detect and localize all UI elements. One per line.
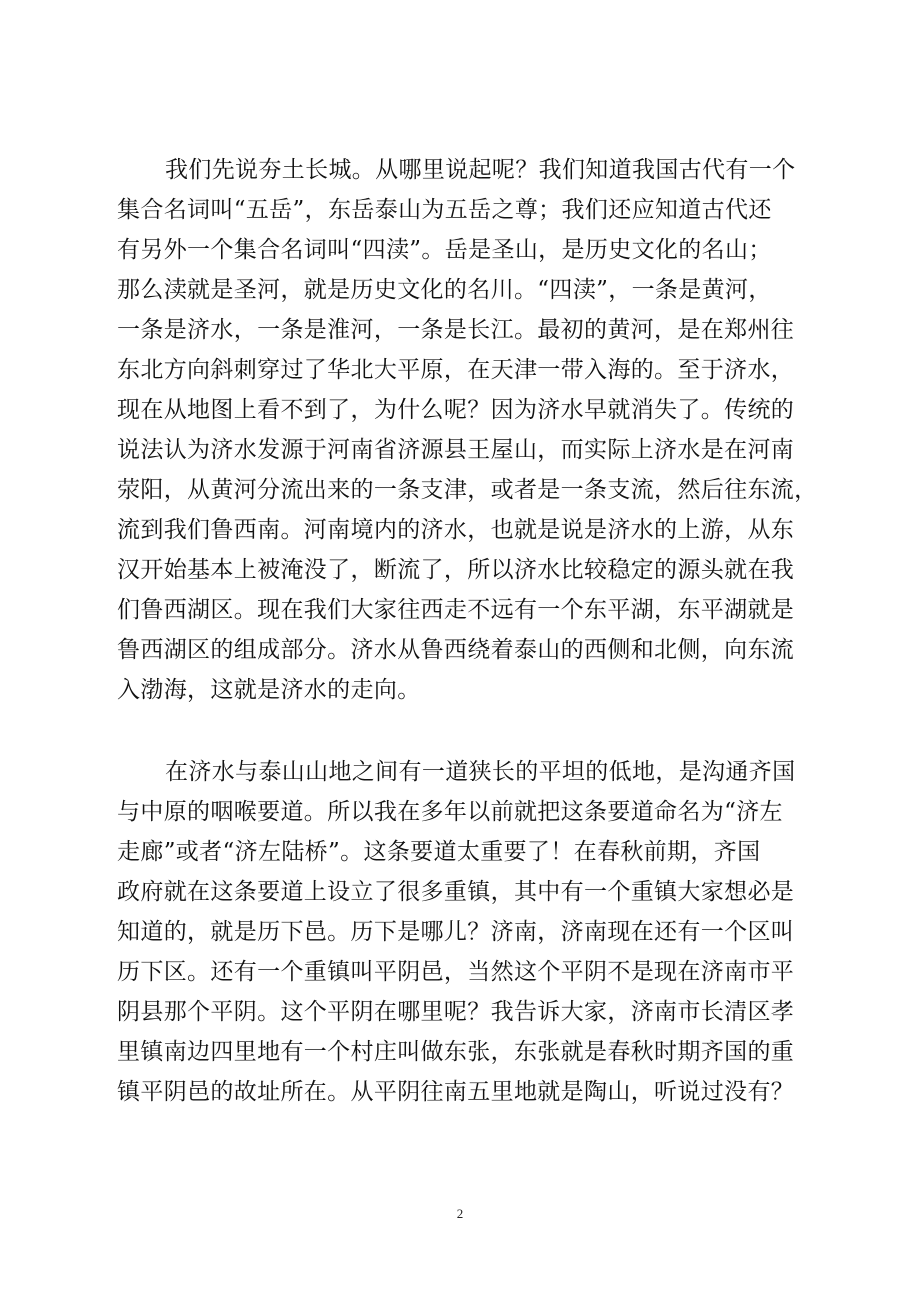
text-line: 历下区。还有一个重镇叫平阴邑，当然这个平阴不是现在济南市平 [117,959,795,985]
text-line: 现在从地图上看不到了，为什么呢？因为济水早就消失了。传统的 [117,397,795,423]
text-line: 们鲁西湖区。现在我们大家往西走不远有一个东平湖，东平湖就是 [117,597,795,623]
text-line: 一条是济水，一条是淮河，一条是长江。最初的黄河，是在郑州往 [117,317,795,343]
text-line: 阴县那个平阴。这个平阴在哪里呢？我告诉大家，济南市长清区孝 [117,999,795,1025]
text-line: 知道的，就是历下邑。历下是哪儿？济南，济南现在还有一个区叫 [117,919,795,945]
text-line: 鲁西湖区的组成部分。济水从鲁西绕着泰山的西侧和北侧，向东流 [117,637,795,663]
text-line: 有另外一个集合名词叫“四渎”。岳是圣山，是历史文化的名山； [117,237,772,263]
text-line: 我们先说夯土长城。从哪里说起呢？我们知道我国古代有一个 [165,157,796,183]
text-line: 东北方向斜刺穿过了华北大平原，在天津一带入海的。至于济水， [117,357,795,383]
text-line: 入渤海，这就是济水的走向。 [117,677,421,703]
paragraph-1 [117,150,818,710]
text-line: 那么渎就是圣河，就是历史文化的名川。“四渎”，一条是黄河， [117,277,772,303]
text-line: 镇平阴邑的故址所在。从平阴往南五里地就是陶山，听说过没有？ [117,1079,795,1105]
text-line: 汉开始基本上被淹没了，断流了，所以济水比较稳定的源头就在我 [117,557,795,583]
text-line: 政府就在这条要道上设立了很多重镇，其中有一个重镇大家想必是 [117,879,795,905]
page-number: 2 [456,1206,464,1221]
text-line: 与中原的咽喉要道。所以我在多年以前就把这条要道命名为“济左 [117,799,783,825]
text-line: 在济水与泰山山地之间有一道狭长的平坦的低地，是沟通齐国 [165,759,796,785]
text-line: 流到我们鲁西南。河南境内的济水，也就是说是济水的上游，从东 [117,517,795,543]
text-line: 里镇南边四里地有一个村庄叫做东张，东张就是春秋时期齐国的重 [117,1039,795,1065]
paragraph-2 [117,752,797,1112]
text-line: 走廊”或者“济左陆桥”。这条要道太重要了！在春秋前期，齐国 [117,839,761,865]
text-line: 集合名词叫“五岳”，东岳泰山为五岳之尊；我们还应知道古代还 [117,197,772,223]
text-line: 荥阳，从黄河分流出来的一条支津，或者是一条支流，然后往东流， [117,477,818,503]
text-line: 说法认为济水发源于河南省济源县王屋山，而实际上济水是在河南 [117,437,795,463]
